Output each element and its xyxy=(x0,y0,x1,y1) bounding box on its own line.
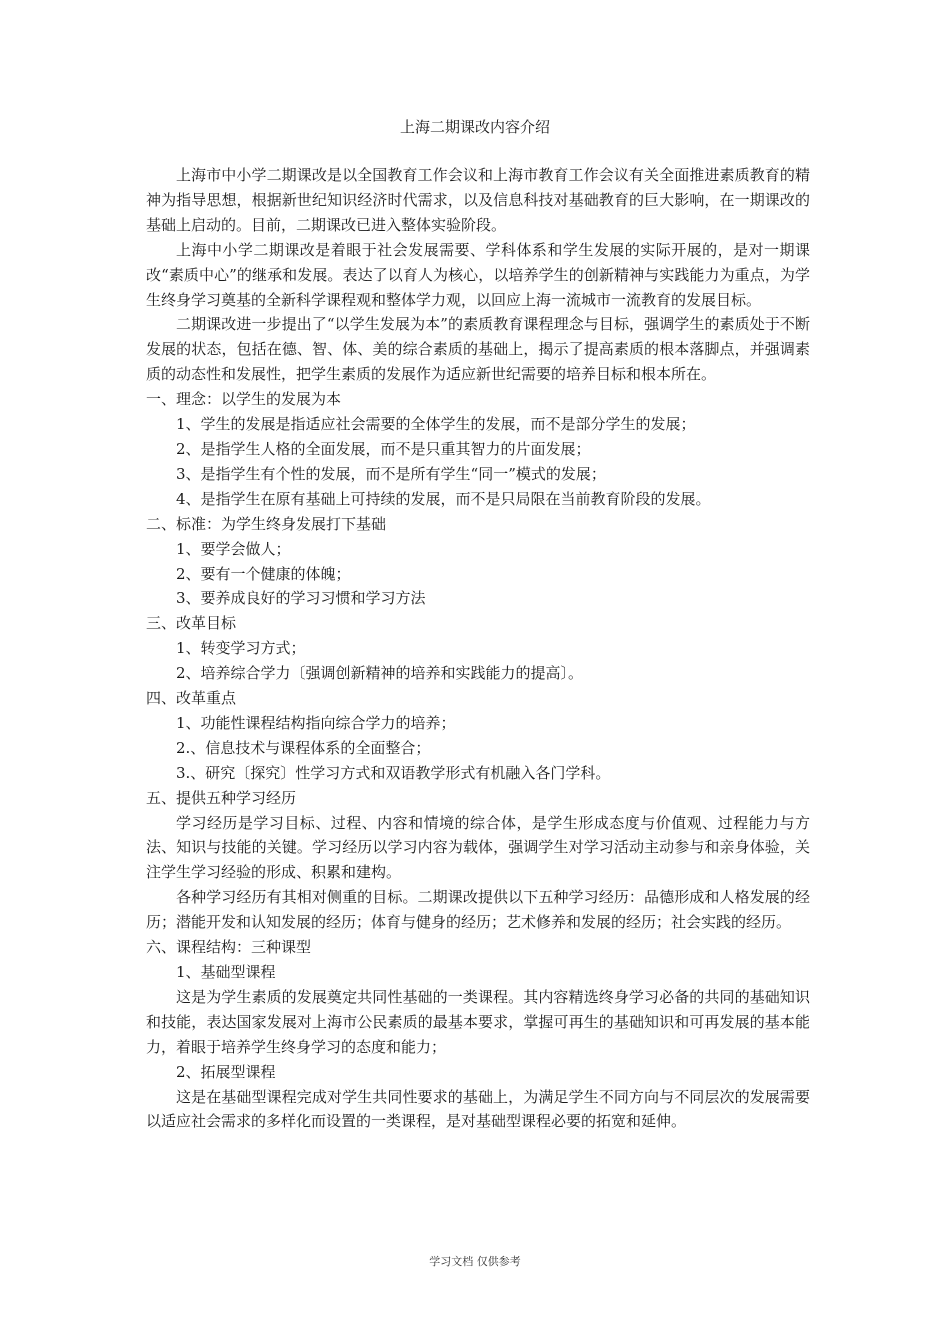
section2-item-3: 3、要养成良好的学习习惯和学习方法 xyxy=(176,589,426,608)
section-heading-1: 一、理念：以学生的发展为本 xyxy=(146,390,342,409)
intro-paragraph-2: 上海中小学二期课改是着眼于社会发展需要、学科体系和学生发展的实际开展的，是对一期课改“素质中心”的继承和发展。表达了以育人为核心，以培养学生的创新精神与实践能力为重点，为学生终身学习奠基的全新科学课程观和整体学力观，以回应上海一流城市一流教育的发展目标。 xyxy=(146,240,810,309)
section6-sub2-title: 2、拓展型课程 xyxy=(176,1062,276,1081)
section-heading-6: 六、课程结构：三种课型 xyxy=(146,938,312,957)
section4-item-2: 2.、信息技术与课程体系的全面整合； xyxy=(176,738,431,757)
section-heading-3: 三、改革目标 xyxy=(146,614,237,633)
section4-item-1: 1、功能性课程结构指向综合学力的培养； xyxy=(176,713,456,732)
section-heading-2: 二、标准：为学生终身发展打下基础 xyxy=(146,514,387,533)
section1-item-3: 3、是指学生有个性的发展，而不是所有学生“同一”模式的发展； xyxy=(176,464,606,483)
section2-item-2: 2、要有一个健康的体魄； xyxy=(176,564,351,583)
section-heading-4: 四、改革重点 xyxy=(146,689,237,708)
section5-paragraph-2: 各种学习经历有其相对侧重的目标。二期课改提供以下五种学习经历：品德形成和人格发展的经历；潜能开发和认知发展的经历；体育与健身的经历；艺术修养和发展的经历；社会实践的经历。 xyxy=(146,888,810,932)
section3-item-1: 1、转变学习方式； xyxy=(176,639,306,658)
section5-paragraph-1: 学习经历是学习目标、过程、内容和情境的综合体，是学生形成态度与价值观、过程能力与方法、知识与技能的关键。学习经历以学习内容为载体，强调学生对学习活动主动参与和亲身体验，关注学生学习经验的形成、积累和建构。 xyxy=(146,813,810,882)
intro-paragraph-1: 上海市中小学二期课改是以全国教育工作会议和上海市教育工作会议有关全面推进素质教育的精神为指导思想，根据新世纪知识经济时代需求，以及信息科技对基础教育的巨大影响，在一期课改的基础上启动的。目前，二期课改已进入整体实验阶段。 xyxy=(146,166,810,234)
document-title: 上海二期课改内容介绍 xyxy=(399,118,550,136)
section2-item-1: 1、要学会做人； xyxy=(176,539,291,558)
section1-item-1: 1、学生的发展是指适应社会需要的全体学生的发展，而不是部分学生的发展； xyxy=(176,415,696,434)
document-body xyxy=(146,163,810,1134)
section3-item-2: 2、培养综合学力〔强调创新精神的培养和实践能力的提高〕。 xyxy=(176,664,584,683)
section-heading-5: 五、提供五种学习经历 xyxy=(146,788,297,807)
section1-item-2: 2、是指学生人格的全面发展，而不是只重其智力的片面发展； xyxy=(176,439,591,458)
section6-sub1-title: 1、基础型课程 xyxy=(176,963,276,981)
intro-paragraph-3: 二期课改进一步提出了“以学生发展为本”的素质教育课程理念与目标，强调学生的素质处于不断发展的状态，包括在德、智、体、美的综合素质的基础上，揭示了提高素质的根本落脚点，并强调素质的动态性和发展性，把学生素质的发展作为适应新世纪需要的培养目标和根本所在。 xyxy=(146,315,810,384)
section4-item-3: 3.、研究〔探究〕性学习方式和双语教学形式有机融入各门学科。 xyxy=(176,763,611,782)
page-footer: 学习文档 仅供参考 xyxy=(429,1255,521,1268)
section6-sub2-text: 这是在基础型课程完成对学生共同性要求的基础上，为满足学生不同方向与不同层次的发展需要以适应社会需求的多样化而设置的一类课程，是对基础型课程必要的拓宽和延伸。 xyxy=(146,1087,810,1131)
section1-item-4: 4、是指学生在原有基础上可持续的发展，而不是只局限在当前教育阶段的发展。 xyxy=(176,489,711,508)
section6-sub1-text: 这是为学生素质的发展奠定共同性基础的一类课程。其内容精选终身学习必备的共同的基础知识和技能，表达国家发展对上海市公民素质的最基本要求，掌握可再生的基础知识和可再发展的基本能力，着眼于培养学生终身学习的态度和能力； xyxy=(146,987,810,1056)
